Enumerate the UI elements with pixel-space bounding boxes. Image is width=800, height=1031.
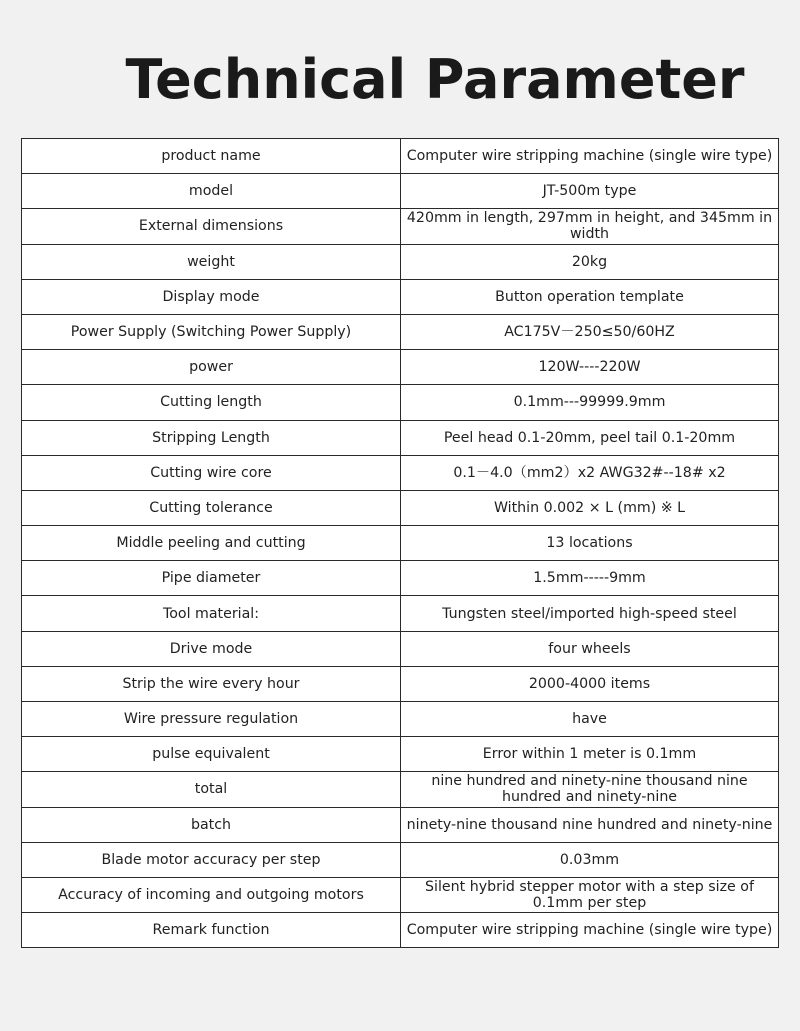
parameter-label: Tool material: bbox=[22, 596, 401, 631]
parameter-value: Within 0.002 × L (mm) ※ L bbox=[401, 490, 779, 525]
parameter-value: AC175V－250≤50/60HZ bbox=[401, 314, 779, 349]
table-row bbox=[22, 842, 779, 877]
parameter-label: Pipe diameter bbox=[22, 561, 401, 596]
parameter-label: batch bbox=[22, 807, 401, 842]
parameter-value: 0.1mm---99999.9mm bbox=[401, 385, 779, 420]
parameter-label: Blade motor accuracy per step bbox=[22, 842, 401, 877]
parameter-label: Accuracy of incoming and outgoing motors bbox=[22, 877, 401, 912]
parameter-label: power bbox=[22, 350, 401, 385]
parameter-value: 1.5mm-----9mm bbox=[401, 561, 779, 596]
parameter-label: Power Supply (Switching Power Supply) bbox=[22, 314, 401, 349]
parameter-label: weight bbox=[22, 244, 401, 279]
parameter-value: Button operation template bbox=[401, 279, 779, 314]
parameter-value: 0.1－4.0（mm2）x2 AWG32#--18# x2 bbox=[401, 455, 779, 490]
table-row bbox=[22, 702, 779, 737]
table-row bbox=[22, 631, 779, 666]
parameter-label: Display mode bbox=[22, 279, 401, 314]
parameter-label: Cutting length bbox=[22, 385, 401, 420]
table-row bbox=[22, 209, 779, 244]
table-row bbox=[22, 666, 779, 701]
parameter-label: Remark function bbox=[22, 913, 401, 948]
spec-table-body bbox=[22, 139, 779, 948]
table-row bbox=[22, 139, 779, 174]
table-row bbox=[22, 490, 779, 525]
table-row bbox=[22, 279, 779, 314]
parameter-value: Silent hybrid stepper motor with a step size of 0.1mm per step bbox=[401, 877, 779, 912]
parameter-value: ninety-nine thousand nine hundred and ninety-nine bbox=[401, 807, 779, 842]
parameter-value: nine hundred and ninety-nine thousand nine hundred and ninety-nine bbox=[401, 772, 779, 807]
parameter-value: 0.03mm bbox=[401, 842, 779, 877]
parameter-value: 2000-4000 items bbox=[401, 666, 779, 701]
table-row bbox=[22, 913, 779, 948]
table-row bbox=[22, 350, 779, 385]
parameter-value: 20kg bbox=[401, 244, 779, 279]
spec-table-container bbox=[21, 138, 778, 948]
parameter-value: have bbox=[401, 702, 779, 737]
parameter-value: 120W----220W bbox=[401, 350, 779, 385]
parameter-value: four wheels bbox=[401, 631, 779, 666]
parameter-label: total bbox=[22, 772, 401, 807]
parameter-value: Peel head 0.1-20mm, peel tail 0.1-20mm bbox=[401, 420, 779, 455]
parameter-label: product name bbox=[22, 139, 401, 174]
parameter-label: Drive mode bbox=[22, 631, 401, 666]
table-row bbox=[22, 314, 779, 349]
parameter-label: Cutting tolerance bbox=[22, 490, 401, 525]
parameter-label: Strip the wire every hour bbox=[22, 666, 401, 701]
table-row bbox=[22, 772, 779, 807]
parameter-value: Error within 1 meter is 0.1mm bbox=[401, 737, 779, 772]
table-row bbox=[22, 174, 779, 209]
parameter-value: JT-500m type bbox=[401, 174, 779, 209]
parameter-label: Cutting wire core bbox=[22, 455, 401, 490]
table-row bbox=[22, 596, 779, 631]
table-row bbox=[22, 561, 779, 596]
table-row bbox=[22, 455, 779, 490]
parameter-label: Middle peeling and cutting bbox=[22, 526, 401, 561]
parameter-label: Wire pressure regulation bbox=[22, 702, 401, 737]
parameter-label: External dimensions bbox=[22, 209, 401, 244]
table-row bbox=[22, 420, 779, 455]
parameter-label: model bbox=[22, 174, 401, 209]
table-row bbox=[22, 385, 779, 420]
parameter-label: Stripping Length bbox=[22, 420, 401, 455]
table-row bbox=[22, 526, 779, 561]
page-title: Technical Parameter bbox=[125, 48, 745, 111]
parameter-value: 13 locations bbox=[401, 526, 779, 561]
table-row bbox=[22, 877, 779, 912]
parameter-value: Computer wire stripping machine (single wire type) bbox=[401, 913, 779, 948]
parameter-label: pulse equivalent bbox=[22, 737, 401, 772]
parameter-value: Computer wire stripping machine (single wire type) bbox=[401, 139, 779, 174]
spec-table bbox=[21, 138, 779, 948]
table-row bbox=[22, 737, 779, 772]
table-row bbox=[22, 807, 779, 842]
table-row bbox=[22, 244, 779, 279]
parameter-value: 420mm in length, 297mm in height, and 345mm in width bbox=[401, 209, 779, 244]
parameter-value: Tungsten steel/imported high-speed steel bbox=[401, 596, 779, 631]
